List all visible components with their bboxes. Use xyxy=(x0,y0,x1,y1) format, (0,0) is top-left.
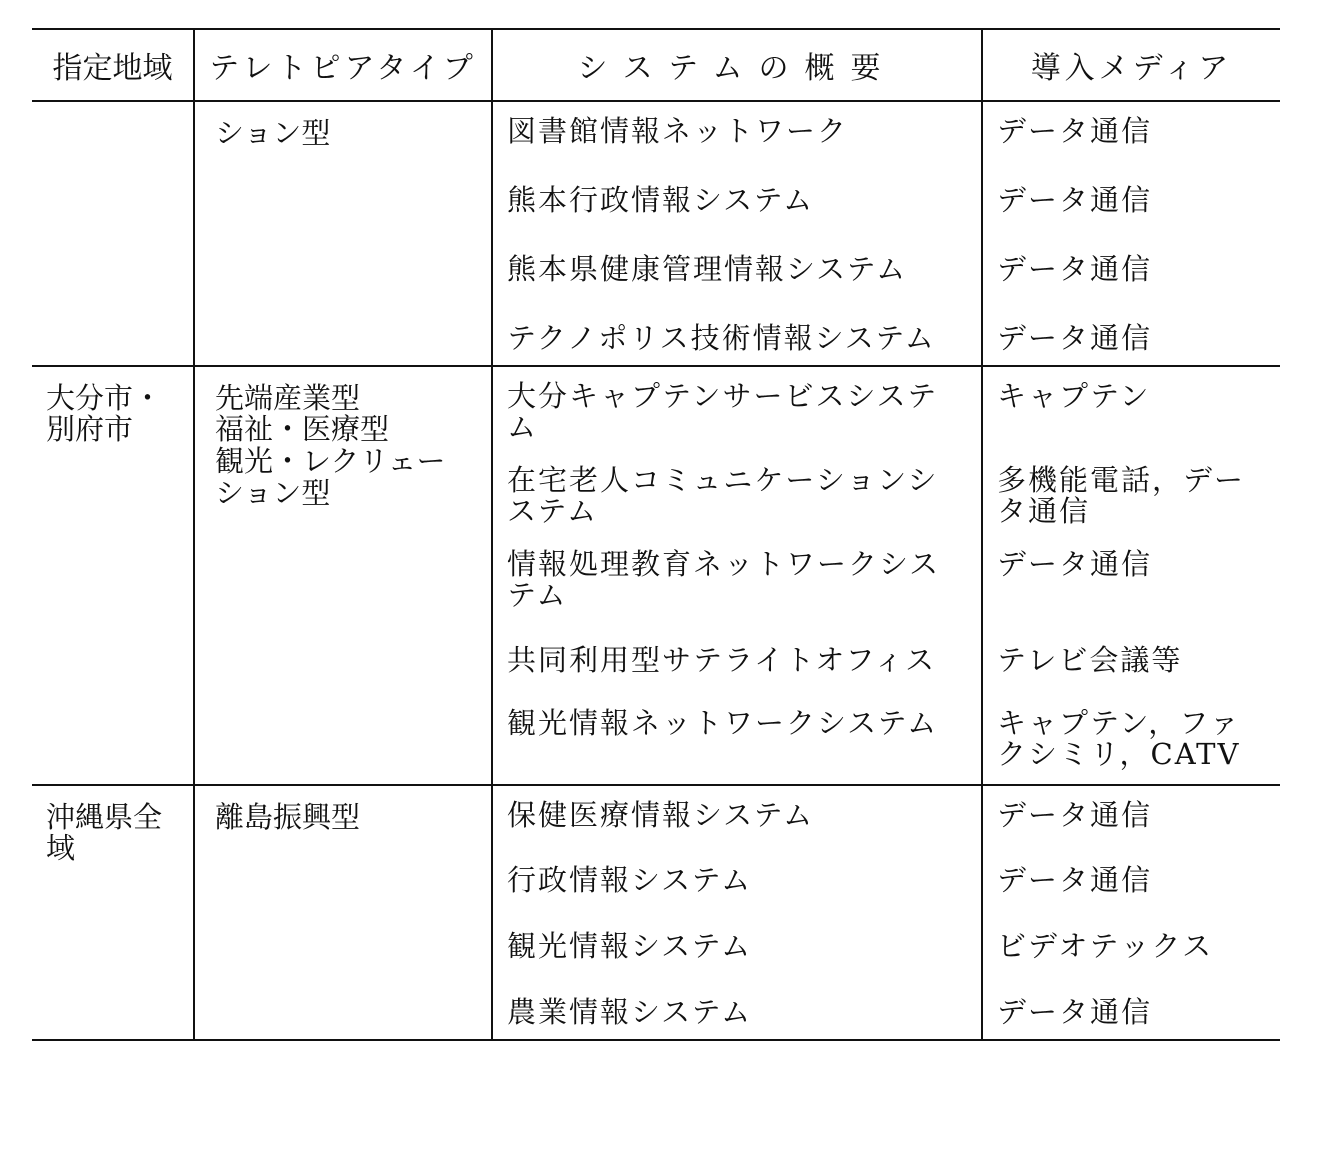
media-entry xyxy=(997,251,1270,286)
system-entry xyxy=(507,705,971,774)
system-entry-line: 共同利用型サテライトオフィス xyxy=(507,642,937,677)
system-entry-line: 観光情報システム xyxy=(507,929,753,964)
teletopia-type-cell xyxy=(194,366,492,785)
media-entry-line: データ通信 xyxy=(997,251,1153,286)
media-entry-line: データ通信 xyxy=(997,797,1153,832)
header-region: 指定地域 xyxy=(52,51,173,86)
system-entry-line: 農業情報システム xyxy=(507,995,753,1030)
system-overview-cell xyxy=(492,366,982,785)
system-entry-line: 行政情報システム xyxy=(507,863,753,898)
system-entry-line: 在宅老人コミュニケーションシ xyxy=(507,462,939,497)
media-entry xyxy=(997,116,1270,148)
system-entry-line: 情報処理教育ネットワークシス xyxy=(507,546,941,581)
media-entry-line: ビデオテックス xyxy=(997,929,1214,964)
teletopia-type-line: ション型 xyxy=(215,116,331,150)
system-entry xyxy=(507,182,971,217)
region-line: 沖縄県全 xyxy=(46,799,163,834)
system-entry xyxy=(507,546,971,615)
system-entry-line: 熊本行政情報システム xyxy=(507,182,815,217)
table-row xyxy=(32,785,1280,1041)
media-cell xyxy=(982,785,1280,1041)
media-entry xyxy=(997,931,1270,963)
media-list xyxy=(997,116,1270,355)
table-body xyxy=(32,101,1280,1040)
media-cell xyxy=(982,366,1280,785)
media-entry xyxy=(997,182,1270,217)
media-entry xyxy=(997,642,1270,677)
media-entry xyxy=(997,865,1270,897)
system-entry-line: 熊本県健康管理情報システム xyxy=(507,251,908,286)
region-line: 域 xyxy=(46,831,76,866)
media-entry-line: データ通信 xyxy=(997,114,1153,148)
media-entry xyxy=(997,546,1270,615)
media-entry xyxy=(997,320,1270,355)
teletopia-type-line: 先端産業型 xyxy=(215,380,361,415)
system-entry-line: ステム xyxy=(507,494,598,529)
system-entry-line: 観光情報ネットワークシステム xyxy=(507,705,939,740)
system-list xyxy=(507,378,971,774)
media-entry-line: データ通信 xyxy=(997,320,1153,355)
system-list xyxy=(507,116,971,355)
table-row xyxy=(32,366,1280,785)
system-entry xyxy=(507,320,971,355)
system-entry xyxy=(507,797,971,832)
media-entry-line: データ通信 xyxy=(997,546,1153,581)
system-entry-line: 図書館情報ネットワーク xyxy=(507,114,849,148)
media-entry-line: キャプテン xyxy=(997,378,1151,413)
region-cell xyxy=(32,366,194,785)
region-line: 別府市 xyxy=(46,412,134,447)
system-overview-cell xyxy=(492,101,982,366)
teletopia-type-cell xyxy=(194,785,492,1041)
media-entry xyxy=(997,797,1270,832)
system-list xyxy=(507,797,971,1030)
header-row xyxy=(32,29,1280,101)
system-entry xyxy=(507,642,971,677)
media-list xyxy=(997,378,1270,774)
media-entry xyxy=(997,462,1270,531)
system-entry-line: ム xyxy=(507,410,539,445)
media-cell xyxy=(982,101,1280,366)
media-entry xyxy=(997,997,1270,1029)
media-entry-line: データ通信 xyxy=(997,863,1153,898)
media-entry-line: テレビ会議等 xyxy=(997,642,1183,677)
header-teletopia-type: テレトピアタイプ xyxy=(194,29,492,101)
media-entry-line: データ通信 xyxy=(997,995,1153,1030)
media-entry xyxy=(997,378,1270,447)
media-entry-line: データ通信 xyxy=(997,182,1153,217)
region-cell xyxy=(32,101,194,366)
media-entry-line: キャプテン，ファ xyxy=(997,705,1241,740)
header-system-overview: システムの概要 xyxy=(492,29,982,101)
system-entry xyxy=(507,931,971,963)
system-entry-line: 保健医療情報システム xyxy=(507,797,815,832)
system-entry xyxy=(507,378,971,447)
teletopia-type-line: 福祉・医療型 xyxy=(215,412,390,447)
media-list xyxy=(997,797,1270,1030)
system-entry xyxy=(507,116,971,148)
system-entry xyxy=(507,997,971,1029)
table-header xyxy=(32,29,1280,101)
system-entry xyxy=(507,251,971,286)
region-line: 大分市・ xyxy=(46,380,163,415)
teletopia-type-cell xyxy=(194,101,492,366)
media-entry-line: 多機能電話，デー xyxy=(997,462,1246,497)
media-entry-line: タ通信 xyxy=(997,494,1091,529)
teletopia-table xyxy=(32,28,1280,1041)
system-entry-line: テム xyxy=(507,578,568,613)
teletopia-type-line: ション型 xyxy=(215,476,331,511)
teletopia-type-line: 離島振興型 xyxy=(215,799,361,834)
system-entry-line: 大分キャプテンサービスシステ xyxy=(507,378,939,413)
media-entry xyxy=(997,705,1270,774)
system-overview-cell xyxy=(492,785,982,1041)
teletopia-type-line: 観光・レクリェー xyxy=(215,444,446,479)
teletopia-table-page xyxy=(32,28,1280,1041)
media-entry-line: クシミリ，CATV xyxy=(997,737,1241,772)
system-entry-line: テクノポリス技術情報システム xyxy=(507,320,936,355)
table-row xyxy=(32,101,1280,366)
system-entry xyxy=(507,865,971,897)
header-media: 導入メディア xyxy=(982,29,1280,101)
region-cell xyxy=(32,785,194,1041)
system-entry xyxy=(507,462,971,531)
